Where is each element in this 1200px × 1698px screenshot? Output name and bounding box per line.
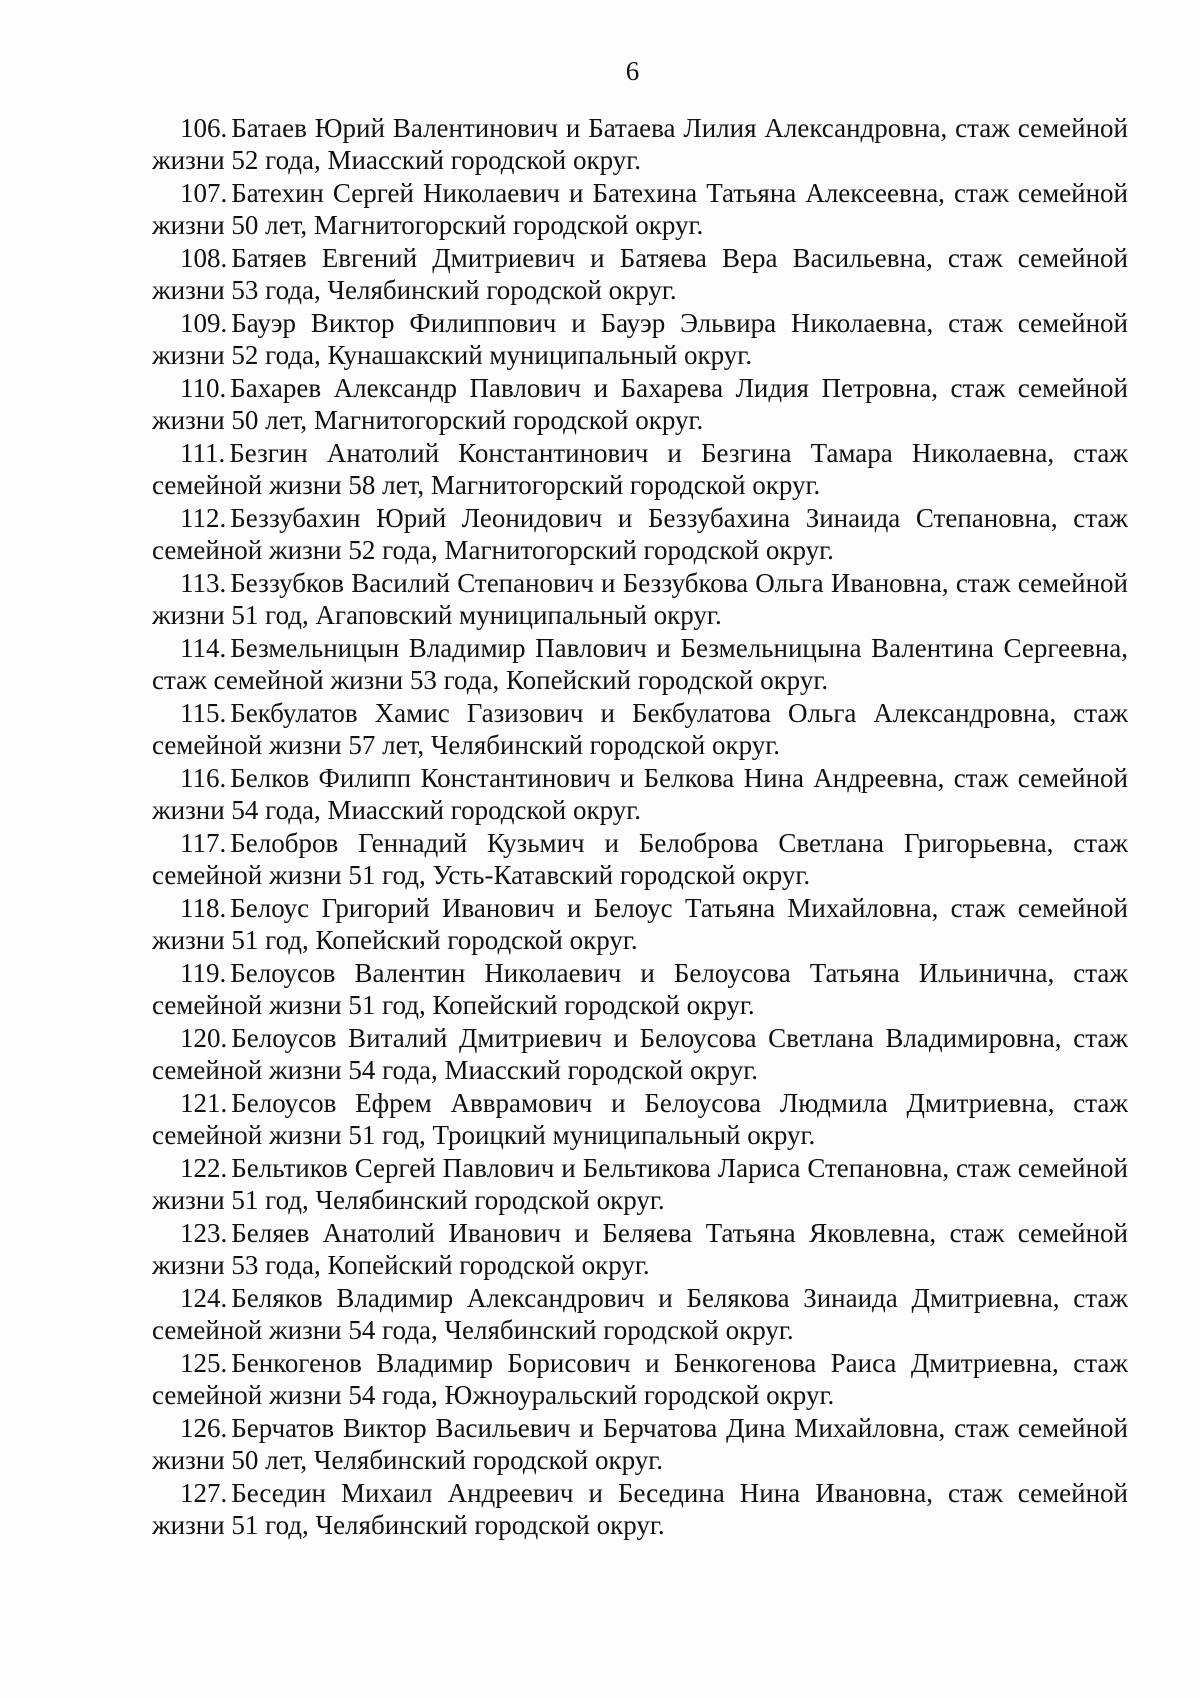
entry-text: Батяев Евгений Дмитриевич и Батяева Вера Васильевна, стаж семейной жизни 53 года, Челябинский городской округ. [152,243,1128,305]
entry-text: Беседин Михаил Андреевич и Беседина Нина Ивановна, стаж семейной жизни 51 год, Челябинский городской округ. [152,1478,1128,1540]
list-item [152,827,1128,891]
entry-text: Безмельницын Владимир Павлович и Безмельницына Валентина Сергеевна, стаж семейной жизни 53 года, Копейский городской округ. [152,633,1128,695]
entry-text: Белоус Григорий Иванович и Белоус Татьяна Михайловна, стаж семейной жизни 51 год, Копейский городской округ. [152,893,1128,955]
entry-number: 111. [180,438,226,468]
entry-number: 115. [180,698,227,728]
list-item [152,632,1128,696]
entry-number: 119. [180,958,227,988]
entry-text: Белоусов Ефрем Авврамович и Белоусова Людмила Дмитриевна, стаж семейной жизни 51 год, Троицкий муниципальный округ. [152,1088,1128,1150]
entry-text: Беззубахин Юрий Леонидович и Беззубахина Зинаида Степановна, стаж семейной жизни 52 года, Магнитогорский городской округ. [152,503,1128,565]
list-item [152,892,1128,956]
entry-number: 106. [180,113,228,143]
entry-number: 114. [180,633,227,663]
entry-number: 125. [180,1348,228,1378]
list-item [152,567,1128,631]
page-number: 6 [625,56,640,86]
list-item [152,1347,1128,1411]
entry-text: Белков Филипп Константинович и Белкова Нина Андреевна, стаж семейной жизни 54 года, Миасский городской округ. [152,763,1128,825]
list-item [152,1152,1128,1216]
list-item [152,307,1128,371]
entry-number: 109. [180,308,228,338]
entry-number: 123. [180,1218,228,1248]
list-item [152,762,1128,826]
entry-text: Батехин Сергей Николаевич и Батехина Татьяна Алексеевна, стаж семейной жизни 50 лет, Магнитогорский городской округ. [152,178,1128,240]
entry-number: 107. [180,178,228,208]
list-item [152,957,1128,1021]
entry-number: 124. [180,1283,228,1313]
entry-text: Беззубков Василий Степанович и Беззубкова Ольга Ивановна, стаж семейной жизни 51 год, Агаповский муниципальный округ. [152,568,1128,630]
entry-text: Батаев Юрий Валентинович и Батаева Лилия Александровна, стаж семейной жизни 52 года, Миасский городской округ. [152,113,1128,175]
entry-text: Бахарев Александр Павлович и Бахарева Лидия Петровна, стаж семейной жизни 50 лет, Магнитогорский городской округ. [152,373,1128,435]
entry-number: 120. [180,1023,228,1053]
entry-list [152,112,1128,1542]
entry-text: Бекбулатов Хамис Газизович и Бекбулатова Ольга Александровна, стаж семейной жизни 57 лет, Челябинский городской округ. [152,698,1128,760]
entry-text: Белоусов Виталий Дмитриевич и Белоусова Светлана Владимировна, стаж семейной жизни 54 года, Миасский городской округ. [152,1023,1128,1085]
entry-text: Бауэр Виктор Филиппович и Бауэр Эльвира Николаевна, стаж семейной жизни 52 года, Кунашакский муниципальный округ. [152,308,1128,370]
entry-text: Бенкогенов Владимир Борисович и Бенкогенова Раиса Дмитриевна, стаж семейной жизни 54 года, Южноуральский городской округ. [152,1348,1128,1410]
entry-text: Белобров Геннадий Кузьмич и Белоброва Светлана Григорьевна, стаж семейной жизни 51 год, Усть-Катавский городской округ. [152,828,1128,890]
list-item [152,372,1128,436]
entry-text: Белоусов Валентин Николаевич и Белоусова Татьяна Ильинична, стаж семейной жизни 51 год, Копейский городской округ. [152,958,1128,1020]
entry-number: 113. [180,568,227,598]
list-item [152,242,1128,306]
entry-number: 117. [180,828,227,858]
list-item [152,1412,1128,1476]
list-item [152,1282,1128,1346]
list-item [152,1087,1128,1151]
list-item [152,1477,1128,1541]
list-item [152,1217,1128,1281]
entry-number: 112. [180,503,227,533]
list-item [152,177,1128,241]
list-item [152,502,1128,566]
entry-number: 126. [180,1413,228,1443]
entry-number: 127. [180,1478,228,1508]
entry-text: Бельтиков Сергей Павлович и Бельтикова Лариса Степановна, стаж семейной жизни 51 год, Челябинский городской округ. [152,1153,1128,1215]
entry-number: 116. [180,763,227,793]
list-item [152,1022,1128,1086]
entry-number: 108. [180,243,228,273]
entry-number: 110. [180,373,227,403]
entry-text: Беляев Анатолий Иванович и Беляева Татьяна Яковлевна, стаж семейной жизни 53 года, Копейский городской округ. [152,1218,1128,1280]
entry-number: 122. [180,1153,228,1183]
entry-number: 121. [180,1088,228,1118]
list-item [152,112,1128,176]
list-item [152,697,1128,761]
entry-text: Беляков Владимир Александрович и Белякова Зинаида Дмитриевна, стаж семейной жизни 54 года, Челябинский городской округ. [152,1283,1128,1345]
list-item [152,437,1128,501]
entry-text: Берчатов Виктор Васильевич и Берчатова Дина Михайловна, стаж семейной жизни 50 лет, Челябинский городской округ. [152,1413,1128,1475]
entry-number: 118. [180,893,227,923]
entry-text: Безгин Анатолий Константинович и Безгина Тамара Николаевна, стаж семейной жизни 58 лет, Магнитогорский городской округ. [152,438,1128,500]
